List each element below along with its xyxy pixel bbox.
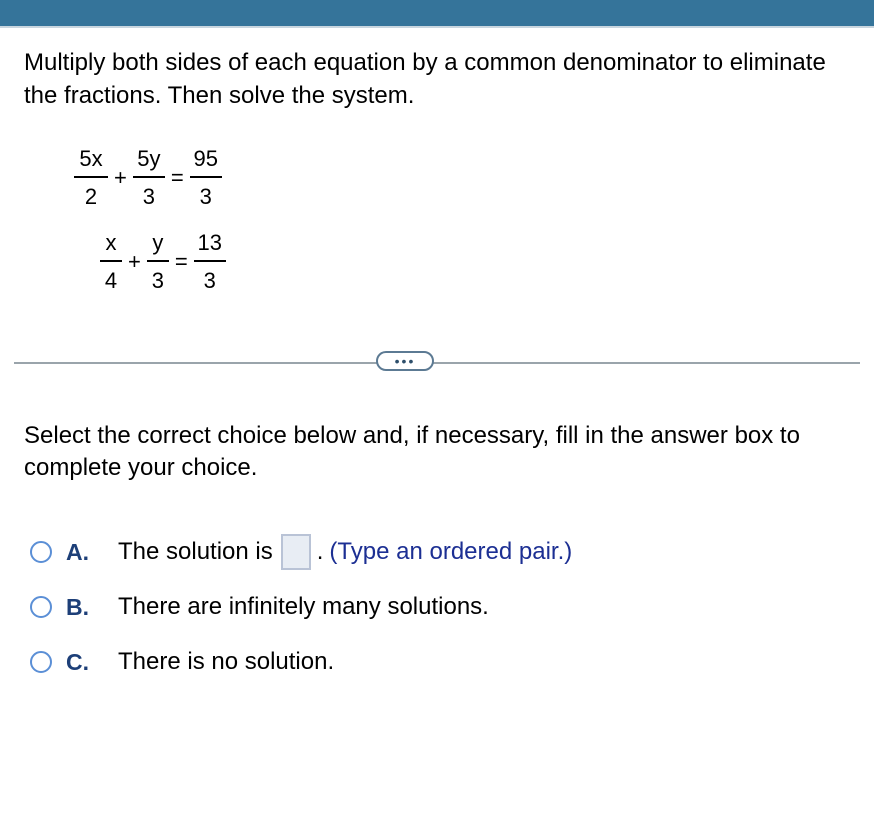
- fraction: [194, 229, 226, 295]
- choice-text: There is no solution.: [118, 648, 335, 675]
- equation-1: [74, 142, 226, 214]
- answer-input-box[interactable]: [281, 534, 311, 570]
- top-header-bar: [0, 0, 874, 28]
- equation-system: [74, 142, 226, 298]
- equals-sign: =: [174, 249, 188, 274]
- numerator: x: [105, 230, 117, 255]
- fraction: [190, 145, 222, 211]
- choice-c[interactable]: [30, 648, 334, 676]
- fraction: [147, 229, 169, 295]
- select-prompt: Select the correct choice below and, if necessary, fill in the answer box to complete your choice.: [24, 422, 800, 481]
- numerator: y: [152, 230, 164, 255]
- choice-text: There are infinitely many solutions.: [118, 593, 489, 620]
- period: .: [316, 538, 324, 565]
- fraction-bar: [194, 260, 226, 262]
- numerator: 5x: [79, 146, 103, 171]
- fraction-bar: [147, 260, 169, 262]
- denominator: 4: [104, 268, 118, 293]
- numerator: 13: [197, 230, 222, 255]
- radio-a[interactable]: [30, 541, 52, 563]
- plus-sign: +: [114, 165, 127, 190]
- equation-2: [100, 226, 226, 298]
- section-divider: [14, 362, 860, 364]
- fraction: [133, 145, 165, 211]
- denominator: 3: [199, 184, 212, 209]
- choice-letter: C.: [66, 648, 89, 675]
- choice-letter: B.: [66, 593, 89, 620]
- equals-sign: =: [170, 165, 184, 190]
- denominator: 3: [142, 184, 155, 209]
- radio-b[interactable]: [30, 596, 52, 618]
- choice-b[interactable]: [30, 593, 489, 621]
- answer-hint: (Type an ordered pair.): [329, 538, 573, 565]
- denominator: 3: [203, 268, 216, 293]
- choice-a[interactable]: [30, 534, 572, 570]
- instructions-text: Multiply both sides of each equation by a common denominator to eliminate the fractions. Then solve the system.: [24, 49, 826, 109]
- denominator: 3: [151, 268, 164, 293]
- radio-c[interactable]: [30, 651, 52, 673]
- fraction-bar: [74, 176, 108, 178]
- plus-sign: +: [128, 249, 141, 274]
- fraction: [74, 145, 108, 211]
- fraction-bar: [133, 176, 165, 178]
- numerator: 95: [193, 146, 218, 171]
- more-options-button[interactable]: •••: [376, 351, 434, 371]
- denominator: 2: [84, 184, 98, 209]
- fraction-bar: [190, 176, 222, 178]
- choice-text: The solution is: [118, 538, 273, 565]
- fraction-bar: [100, 260, 122, 262]
- numerator: 5y: [137, 146, 161, 171]
- fraction: [100, 229, 122, 295]
- choice-letter: A.: [66, 538, 89, 565]
